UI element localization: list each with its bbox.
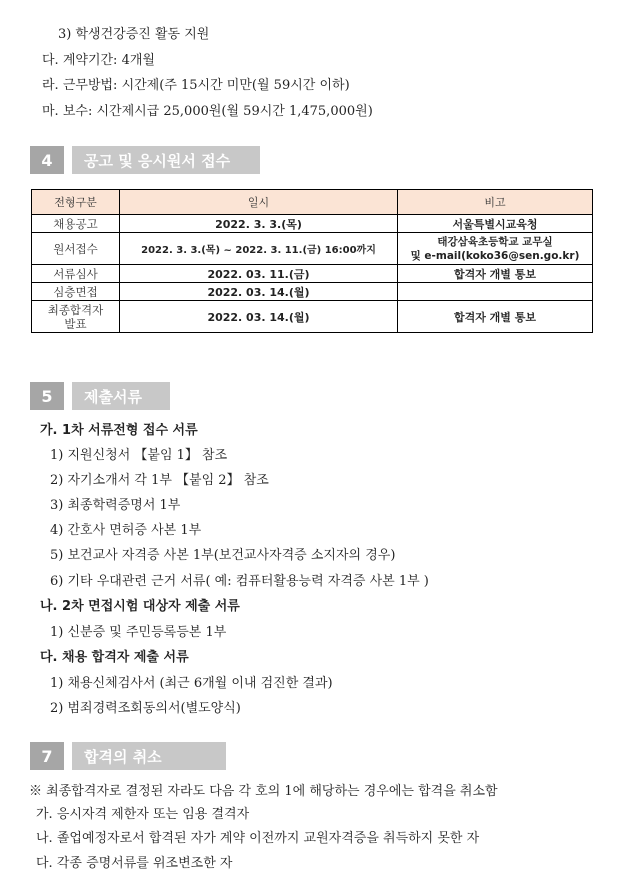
list-item: 다. 각종 증명서류를 위조변조한 자 <box>36 856 233 871</box>
list-item: 가. 응시자격 제한자 또는 임용 결격자 <box>36 807 250 822</box>
intro-line-work-method: 라. 근무방법: 시간제(주 15시간 미만(월 59시간 이하) <box>42 78 350 93</box>
header-stage: 전형구분 <box>32 190 120 215</box>
row-stage-line1: 최종합격자 <box>47 302 104 317</box>
row-note: 합격자 개별 통보 <box>398 265 593 283</box>
row-date: 2022. 3. 3.(목) ~ 2022. 3. 11.(금) 16:00까지 <box>120 233 398 265</box>
list-item: 6) 기타 우대관련 근거 서류( 예: 컴퓨터활용능력 자격증 사본 1부 ) <box>50 574 429 589</box>
row-note <box>398 233 593 265</box>
row-stage: 채용공고 <box>32 215 120 233</box>
row-note-line1: 태강삼육초등학교 교무실 <box>437 235 553 248</box>
section-title: 제출서류 <box>72 382 170 410</box>
intro-line-health: 3) 학생건강증진 활동 지원 <box>58 27 210 42</box>
header-note: 비고 <box>398 190 593 215</box>
table-row <box>32 301 593 333</box>
row-stage: 서류심사 <box>32 265 120 283</box>
list-item: 나. 졸업예정자로서 합격된 자가 계약 이전까지 교원자격증을 취득하지 못한 자 <box>36 831 480 846</box>
table-row <box>32 265 593 283</box>
row-date: 2022. 03. 14.(월) <box>120 283 398 301</box>
list-item: 2) 자기소개서 각 1부 【붙임 2】 참조 <box>50 473 269 488</box>
row-note: 합격자 개별 통보 <box>398 301 593 333</box>
group-heading-first-round: 가. 1차 서류전형 접수 서류 <box>40 423 198 438</box>
row-stage: 원서접수 <box>32 233 120 265</box>
list-item: 5) 보건교사 자격증 사본 1부(보건교사자격증 소지자의 경우) <box>50 548 396 563</box>
section-5-header <box>30 382 170 410</box>
intro-line-pay: 마. 보수: 시간제시급 25,000원(월 59시간 1,475,000원) <box>42 104 373 119</box>
section-number: 4 <box>30 146 64 174</box>
section-title: 합격의 취소 <box>72 742 226 770</box>
row-date: 2022. 03. 11.(금) <box>120 265 398 283</box>
section-number: 5 <box>30 382 64 410</box>
list-item: 2) 범죄경력조회동의서(별도양식) <box>50 701 241 716</box>
list-item: 1) 채용신체검사서 (최근 6개월 이내 검진한 결과) <box>50 676 333 691</box>
cancellation-lead: ※ 최종합격자로 결정된 자라도 다음 각 호의 1에 해당하는 경우에는 합격을 취소함 <box>29 784 498 799</box>
group-heading-final: 다. 채용 합격자 제출 서류 <box>40 650 189 665</box>
table-row <box>32 283 593 301</box>
row-stage <box>32 301 120 333</box>
section-7-header <box>30 742 226 770</box>
section-number: 7 <box>30 742 64 770</box>
row-stage-line2: 발표 <box>64 316 87 331</box>
schedule-table <box>31 189 593 333</box>
list-item: 1) 신분증 및 주민등록등본 1부 <box>50 625 227 640</box>
list-item: 3) 최종학력증명서 1부 <box>50 498 181 513</box>
row-date: 2022. 3. 3.(목) <box>120 215 398 233</box>
list-item: 1) 지원신청서 【붙임 1】 참조 <box>50 448 228 463</box>
list-item: 4) 간호사 면허증 사본 1부 <box>50 523 202 538</box>
header-date: 일시 <box>120 190 398 215</box>
table-row <box>32 215 593 233</box>
table-row <box>32 233 593 265</box>
group-heading-interview: 나. 2차 면접시험 대상자 제출 서류 <box>40 599 240 614</box>
section-4-header <box>30 146 260 174</box>
row-date: 2022. 03. 14.(월) <box>120 301 398 333</box>
row-stage: 심층면접 <box>32 283 120 301</box>
table-header-row <box>32 190 593 215</box>
row-note-line2: 및 e-mail(koko36@sen.go.kr) <box>410 249 580 262</box>
row-note <box>398 283 593 301</box>
row-note: 서울특별시교육청 <box>398 215 593 233</box>
section-title: 공고 및 응시원서 접수 <box>72 146 260 174</box>
intro-line-contract-period: 다. 계약기간: 4개월 <box>42 53 155 68</box>
